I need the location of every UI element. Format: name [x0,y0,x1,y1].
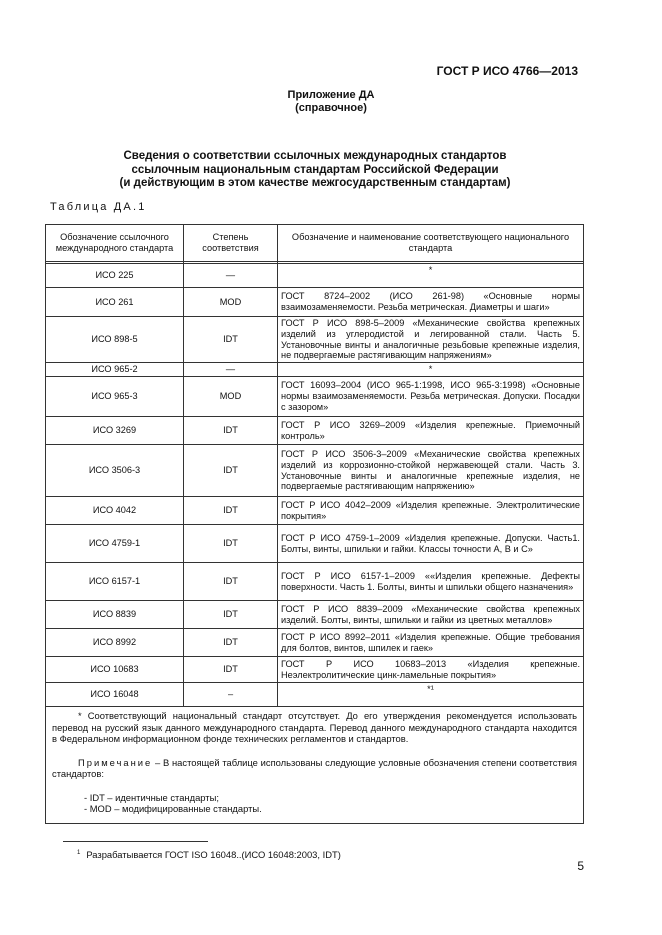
star-mark: * [78,710,82,722]
intl-standard-cell: ИСО 10683 [46,657,184,683]
national-standard-cell: ГОСТ Р ИСО 4042–2009 «Изделия крепежные. Электролитические покрытия» [278,497,584,525]
star-note [52,710,577,745]
national-standard-cell: ГОСТ Р ИСО 3269–2009 «Изделия крепежные. Приемочный контроль» [278,417,584,445]
intl-standard-cell: ИСО 3506-3 [46,445,184,497]
table-row [46,317,584,363]
national-standard-cell: ГОСТ Р ИСО 4759-1–2009 «Изделия крепежные. Допуски. Часть1. Болты, винты, шпильки и гайки. Классы точности А, В и С» [278,525,584,563]
intl-standard-cell: ИСО 261 [46,288,184,317]
footnote-text: Разрабатывается ГОСТ ISO 16048..(ИСО 16048:2003, IDT) [86,849,341,860]
table-notes-row [46,707,584,824]
intl-standard-cell: ИСО 225 [46,264,184,288]
table-row [46,525,584,563]
table-row [46,445,584,497]
intl-standard-cell: ИСО 8992 [46,629,184,657]
degree-cell: IDT [184,497,278,525]
star-note-text: Соответствующий национальный стандарт отсутствует. До его утверждения рекомендуется использовать перевод на русский язык данного международного стандарта. Перевод данного международного стандарта находится в Федеральном информационном фонде технических регламентов и стандартов. [52,710,578,745]
appendix-title: Приложение ДА [287,89,375,101]
footnote-separator [63,841,208,842]
degree-cell: IDT [184,417,278,445]
degree-cell: MOD [184,288,278,317]
national-standard-cell: ГОСТ Р ИСО 3506-3–2009 «Механические свойства крепежных изделий из коррозионно-стойкой нержавеющей стали. Часть 3. Установочные винты и аналогичные крепежные изделия, не подвергаемые растягивающим напряжению» [278,445,584,497]
intl-standard-cell: ИСО 16048 [46,683,184,707]
national-standard-cell: *¹ [278,683,584,707]
table-row [46,601,584,629]
intl-standard-cell: ИСО 8839 [46,601,184,629]
intl-standard-cell: ИСО 965-2 [46,363,184,377]
primechanie-text: – В настоящей таблице использованы следующие условные обозначения степени соответствия стандартов: [52,756,577,780]
national-standard-cell: ГОСТ Р ИСО 10683–2013 «Изделия крепежные. Неэлектролитические цинк-ламельные покрытия» [278,657,584,683]
title-line: (и действующим в этом качестве межгосударственным стандартам) [119,177,511,189]
national-standard-cell: ГОСТ Р ИСО 8992–2011 «Изделия крепежные. Общие требования для болтов, винтов, шпилек и гаек» [278,629,584,657]
intl-standard-cell: ИСО 3269 [46,417,184,445]
degree-cell: IDT [184,601,278,629]
intl-standard-cell: ИСО 4042 [46,497,184,525]
appendix-main-title [60,150,570,191]
header-national-standard: Обозначение и наименование соответствующего национального стандарта [278,225,584,262]
footnote [77,849,341,860]
header-intl-standard: Обозначение ссылочного международного стандарта [46,225,184,262]
national-standard-cell: ГОСТ Р ИСО 8839–2009 «Механические свойства крепежных изделий. Болты, винты, шпильки и гайки из цветных металлов» [278,601,584,629]
table-row [46,629,584,657]
legend-mod: - MOD – модифицированные стандарты. [84,803,262,815]
header-degree: Степень соответствия [184,225,278,262]
document-code: ГОСТ Р ИСО 4766—2013 [436,64,578,78]
national-standard-cell: * [278,264,584,288]
table-row [46,363,584,377]
degree-cell: — [184,363,278,377]
table-header-row [46,225,584,262]
table-row [46,657,584,683]
degree-cell: — [184,264,278,288]
intl-standard-cell: ИСО 6157-1 [46,563,184,601]
degree-cell: IDT [184,657,278,683]
table-row [46,377,584,417]
table-row [46,417,584,445]
table-row [46,497,584,525]
title-line: Сведения о соответствии ссылочных международных стандартов [123,150,507,162]
table-row [46,683,584,707]
degree-cell: IDT [184,317,278,363]
national-standard-cell: ГОСТ Р ИСО 898-5–2009 «Механические свойства крепежных изделий из углеродистой и легированной стали. Часть 5. Установочные винты и аналогичные резьбовые крепежные изделия, не подвергаемые растягивающим напряжениям» [278,317,584,363]
degree-cell: IDT [184,629,278,657]
degree-cell: MOD [184,377,278,417]
appendix-subtitle: (справочное) [295,102,367,114]
footnote-mark: 1 [77,849,81,856]
appendix-heading [0,89,662,115]
table-row [46,288,584,317]
national-standard-cell: ГОСТ 8724–2002 (ИСО 261-98) «Основные нормы взаимозаменяемости. Резьба метрическая. Диаметры и шаги» [278,288,584,317]
degree-cell: – [184,683,278,707]
national-standard-cell: ГОСТ Р ИСО 6157-1–2009 ««Изделия крепежные. Дефекты поверхности. Часть 1. Болты, винты и шпильки общего назначения» [278,563,584,601]
national-standard-cell: ГОСТ 16093–2004 (ИСО 965-1:1998, ИСО 965-3:1998) «Основные нормы взаимозаменяемости. Резьба метрическая. Допуски. Посадки с зазором» [278,377,584,417]
national-standard-cell: * [278,363,584,377]
intl-standard-cell: ИСО 4759-1 [46,525,184,563]
correspondence-table [45,224,584,824]
legend-idt: - IDT – идентичные стандарты; [84,791,219,803]
table-row [46,563,584,601]
intl-standard-cell: ИСО 965-3 [46,377,184,417]
intl-standard-cell: ИСО 898-5 [46,317,184,363]
table-row [46,264,584,288]
degree-cell: IDT [184,445,278,497]
degree-cell: IDT [184,525,278,563]
degree-cell: IDT [184,563,278,601]
table-notes-cell [46,707,584,824]
page-number: 5 [577,859,584,873]
primechanie-label: Примечание [78,756,153,768]
title-line: ссылочным национальным стандартам Российской Федерации [131,163,499,176]
table-caption: Таблица ДА.1 [50,201,147,213]
primechanie [52,757,577,780]
